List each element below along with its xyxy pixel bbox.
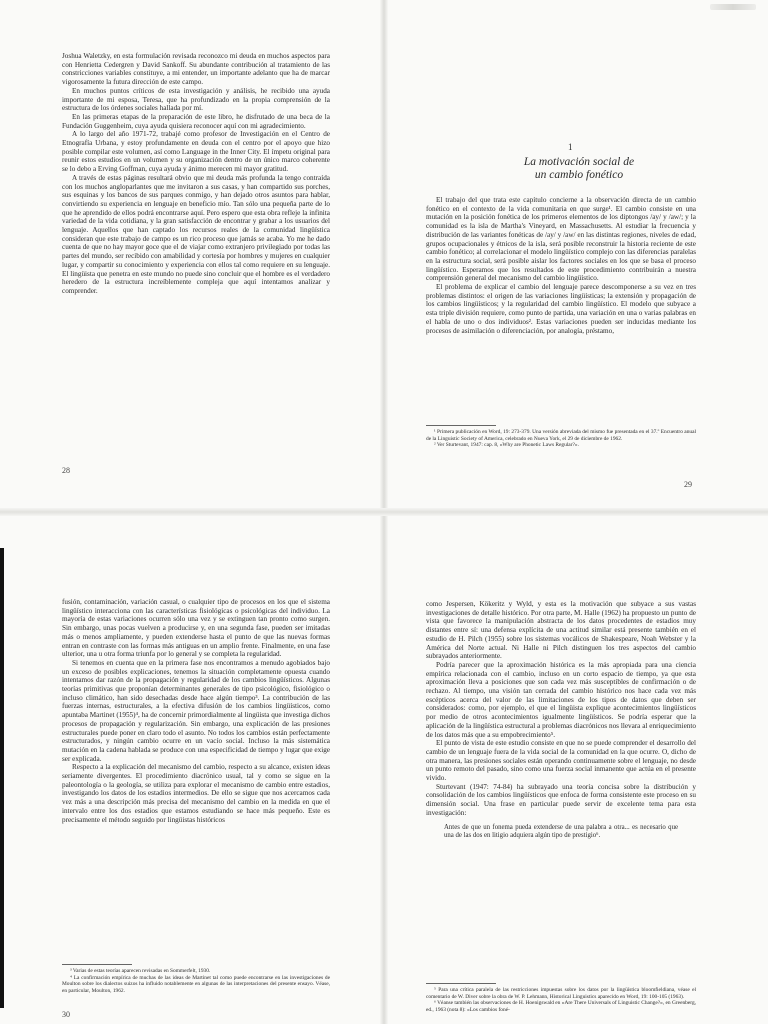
page-31-footnotes: [426, 983, 696, 1013]
page-29-footnotes: [426, 425, 696, 449]
block-quote: Antes de que un fonema pueda extenderse de una palabra a otra... es necesario que una de las dos en litigio adquiera algún tipo de prestigio⁶.: [444, 823, 678, 839]
paragraph: En muchos puntos críticos de esta investigación y análisis, he recibido una ayuda importante de mi esposa, Teresa, que ha profundizado en la propia comprensión de la estructura de los órdenes sociales hallada por mí.: [62, 86, 330, 113]
paragraph: Joshua Waletzky, en esta formulación revisada reconozco mi deuda en muchos aspectos para con Henrietta Cedergren y David Sankoff. Su abundante contribución al tratamiento de las constricciones variables constituye, a mi entender, un importante adelanto que ha de marcar vigorosamente la futura dirección de este campo.: [62, 52, 330, 87]
chapter-title-line: La motivación social de: [523, 156, 635, 168]
page-31-body: [426, 600, 696, 840]
paragraph: A través de estas páginas resultará obvio que mi deuda más profunda la tengo contraída con los muchos angloparlantes que me invitaron a sus casas, y han compartido sus porches, sus esquinas y los bancos de sus parques conmigo, y han dejado otros asuntos para hablar, convirtiendo su experiencia en lenguaje en beneficio mío. Tan sólo una pequeña parte de lo que he aprendido de ellos podrá encontrarse aquí. Pero espero que esta obra refleje la infinita variedad de la vida cotidiana, y la gran satisfacción de encontrar y grabar a los usuarios del lenguaje. Aquellos que han captado los recursos reales de la comunidad lingüística consideran que este trabajo de campo es un rico proceso que jamás se acaba. Yo me he dado cuenta de que no hay mayor goce que el de viajar como extranjero privilegiado por todas las partes del mundo, ser recibido con amabilidad y cortesía por hombres y mujeres en cualquier lugar, y compartir su conocimiento y experiencia con ellos tal como requiere en su lenguaje. El lingüista que penetra en este mundo no puede sino concluir que el hombre es el verdadero heredero de la estructura increíblemente compleja que aquí intentamos analizar y comprender.: [62, 173, 330, 295]
paragraph: Podría parecer que la aproximación histórica es la más apropiada para una ciencia empírica relacionada con el cambio, incluso en un corto espacio de tiempo, ya que esta aproximación lleva a posiciones que son cada vez más susceptibles de confirmación o de rechazo. Al tiempo, una visión tan cerrada del cambio histórico nos hace cada vez más escépticos acerca del valor de las limitaciones de los tipos de datos que deben ser considerados: como, por ejemplo, el que el lingüista explique acontecimientos lingüísticos por medio de otros acontecimientos igualmente lingüísticos. Se podría esperar que la aplicación de la lingüística estructural a problemas diacrónicos nos llevara al enriquecimiento de los datos más que a su empobrecimiento⁵.: [426, 660, 696, 739]
scan-edge: [0, 548, 4, 1008]
paragraph: Sturtevant (1947: 74-84) ha subrayado una teoría concisa sobre la distribución y consolidación de los cambios lingüísticos que enfoca de forma consistente este proceso en su dimensión social. Una frase en particular puede servir de excelente tema para esta investigación:: [426, 782, 696, 817]
chapter-number: 1: [568, 142, 573, 152]
paragraph: Si tenemos en cuenta que en la primera fase nos encontramos a menudo agobiados bajo un exceso de posibles explicaciones, tenemos la situación completamente opuesta cuando intentamos dar razón de la propagación y regularidad de los cambios lingüísticos. Algunas teorías primitivas que proponían determinantes generales de tipo psicológico, fisiológico o incluso climático, han sido desechadas desde hace algún tiempo³. La contribución de las fuerzas internas, estructurales, a la efectiva difusión de los cambios lingüísticos, como apuntaba Martinet (1955)⁴, ha de concernir primordialmente al lingüista que investiga dichos procesos de propagación y regularización. Sin embargo, una explicación de las presiones estructurales puede poner en claro todo el asunto. No todos los cambios están perfectamente estructurados, y ningún cambio ocurre en un vacío social. Incluso la más sistemática mutación en la cadena hablada se produce con una especificidad de tiempo y lugar que exige ser explicada.: [62, 658, 330, 763]
footnote-rule: [426, 425, 496, 426]
footnote: ³ Varias de estas teorías aparecen revisadas en Sommerfelt, 1930.: [70, 968, 211, 974]
paragraph: El trabajo del que trata este capítulo concierne a la observación directa de un cambio fonético en el contexto de la vida comunitaria en que surge¹. El cambio consiste en una mutación en la posición fonética de los primeros elementos de los diptongos /ay/ y /aw/; y la comunidad es la isla de Martha's Vineyard, en Massachusetts. Al estudiar la frecuencia y distribución de las variantes fonéticas de /ay/ y /aw/ en las distintas regiones, niveles de edad, grupos ocupacionales y étnicos de la isla, será posible reconstruir la historia reciente de este cambio fonético; al correlacionar el modelo lingüístico complejo con las diferencias paralelas en la estructura social, será posible aislar los factores sociales en los que se basa el proceso lingüístico. Esperamos que los resultados de este procedimiento contribuirán a nuestra comprensión general del mecanismo del cambio lingüístico.: [426, 196, 696, 283]
page-28: [0, 0, 384, 512]
page-30-footnotes: [62, 964, 330, 994]
footnote-rule: [426, 983, 496, 984]
paragraph: El problema de explicar el cambio del lenguaje parece descomponerse a su vez en tres problemas distintos: el origen de las variaciones lingüísticas; la extensión y propagación de los cambios lingüísticos; y la regularidad del cambio lingüístico. El modelo que subyace a esta triple división requiere, como punto de partida, una variación en una o varias palabras en el habla de uno o dos individuos². Estas variaciones pueden ser inducidas mediante los procesos de asimilación o diferenciación, por analogía, préstamo,: [426, 283, 696, 335]
page-28-body: [62, 52, 330, 296]
page-30-body: [62, 598, 330, 824]
page-number: 29: [684, 480, 692, 489]
scan-mark: [710, 4, 756, 10]
footnote: ¹ Primera publicación en Word, 19: 273-379. Una versión abreviada del mismo fue presentada en el 37.º Encuentro anual de la Linguistic Society of America, celebrado en Nueva York, el 29 de diciembre de 1962.: [426, 429, 696, 442]
page-29-body: [426, 196, 696, 335]
page-number: 28: [62, 466, 70, 475]
paragraph: El punto de vista de este estudio consiste en que no se puede comprender el desarrollo del cambio de un lenguaje fuera de la vida social de la comunidad en la que ocurre. O, dicho de otra manera, las presiones sociales están operando continuamente sobre el lenguaje, no desde un punto remoto del pasado, sino como una fuerza social inmanente que actúa en el presente vivido.: [426, 739, 696, 783]
paragraph: Respecto a la explicación del mecanismo del cambio, respecto a su alcance, existen ideas seriamente divergentes. El procedimiento diacrónico usual, tal y como se sigue en la paleontología o la geología, se utiliza para explorar el mecanismo de cambio entre estadios, investigando los datos de los estadios intermedios. De ello se sigue que nos acercamos cada vez más a una descripción más precisa del mecanismo del cambio en la medida en que el intervalo entre los dos estadios que estamos estudiando se hace más pequeño. Este es precisamente el método seguido por lingüistas históricos: [62, 763, 330, 824]
paragraph: como Jespersen, Kökeritz y Wyld, y esta es la motivación que subyace a sus vastas investigaciones de detalle histórico. Por otra parte, M. Halle (1962) ha propuesto un punto de vista que favorece la manipulación abstracta de los datos procedentes de estadios muy distantes entre sí: una defensa explícita de una actitud similar está presente también en el estudio de H. Pilch (1955) sobre los sistemas vocálicos de Shakespeare, Noah Webster y la América del Norte actual. Ni Halle ni Pilch distinguen los tres aspectos del cambio subrayados anteriormente.: [426, 600, 696, 661]
footnote: ⁴ La confirmación empírica de muchas de las ideas de Martinet tal como puede encontrarse en las investigaciones de Moulton sobre los dialectos suizos ha influido notablemente en algunas de las interpretaciones del presente ensayo. Véase, en particular, Moulton, 1962.: [62, 974, 330, 994]
spread-divider: [0, 508, 768, 516]
page-30: [0, 512, 384, 1024]
footnote: ⁶ Véanse también las observaciones de H. Hoenigswald en «Are There Universals of Linguistic Change?», en Greenberg, ed., 1963 (nota 8): «Los cambios foné-: [426, 1000, 696, 1013]
chapter-title-line: un cambio fonético: [534, 169, 624, 181]
paragraph: En las primeras etapas de la preparación de este libro, he disfrutado de una beca de la Fundación Guggenheim, cuya ayuda quisiera reconocer aquí con mi agradecimiento.: [62, 112, 330, 130]
footnote: ² Ver Sturtevant, 1947: cap. 8, «Why are Phonetic Laws Regular?».: [434, 442, 579, 449]
footnote: ⁵ Para una crítica paralela de las restricciones impuestas sobre los datos por la lingüística bloomfieldiana, véase el comentario de W. Diver sobre la obra de W. P. Lehmann, Historical Linguistics aparecido en Word, 19: 100-105 (1963).: [426, 987, 696, 1000]
paragraph: A lo largo del año 1971-72, trabajé como profesor de Investigación en el Centro de Etnografía Urbana, y estoy profundamente en deuda con el centro por el apoyo que hizo posible compilar este volumen, así como Language in the Inner City. El ímpetu original para reunir estos estudios en un volumen y su organización dentro de un único marco coherente se lo debo a Erving Goffman, cuya ayuda y ánimo merecen mi mayor gratitud.: [62, 130, 330, 174]
paragraph: fusión, contaminación, variación casual, o cualquier tipo de procesos en los que el sistema lingüístico interacciona con las características fisiológicas o psicológicas del individuo. La mayoría de estas variaciones ocurren sólo una vez y se extinguen tan pronto como surgen. Sin embargo, unas pocas vuelven a producirse y, en una segunda fase, pueden ser imitadas más o menos ampliamente, y pueden extenderse hasta el punto de que las nuevas formas entran en contraste con las formas más antiguas en un amplio frente. Finalmente, en una fase ulterior, una u otra forma triunfa por lo general y se completa la regularidad.: [62, 598, 330, 659]
page-number: 30: [62, 1010, 70, 1019]
page-31: [384, 512, 768, 1024]
footnote-rule: [62, 964, 132, 965]
page-29: [384, 0, 768, 512]
chapter-title: [474, 156, 684, 182]
